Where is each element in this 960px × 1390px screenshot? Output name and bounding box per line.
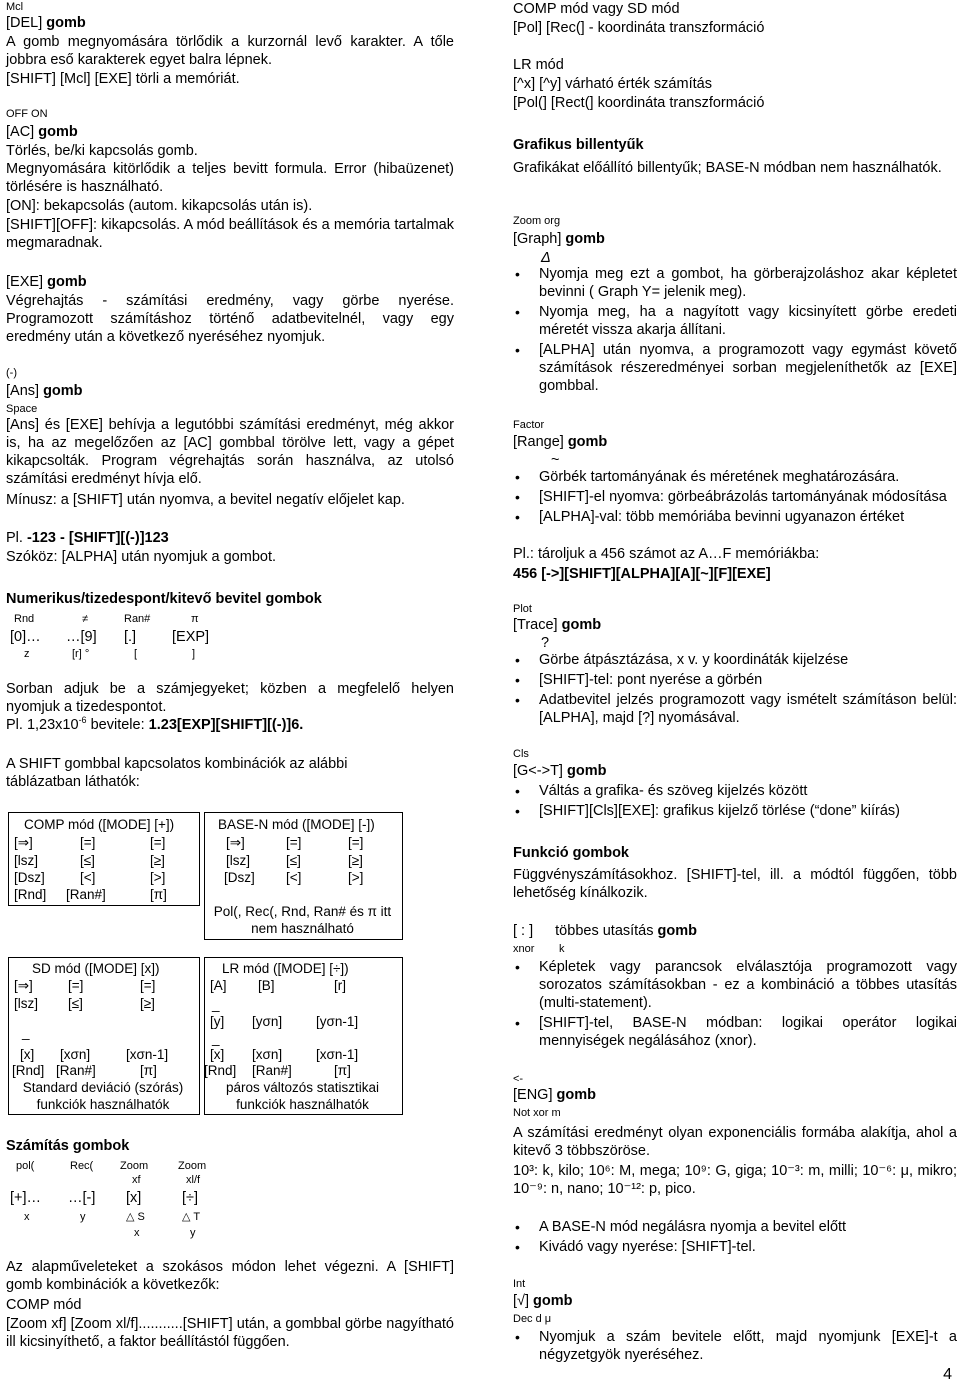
comp-cell: [=] <box>150 835 166 850</box>
num-key-exp: [EXP] <box>172 629 210 645</box>
off-text: [SHIFT][OFF]: kikapcsolás. A mód beállítások és a memória tartalmak megmaradnak. <box>6 217 454 251</box>
del-title: [DEL] gomb <box>6 15 86 31</box>
basen-cell: [Dsz] <box>224 870 255 885</box>
calc-key-times: [x] <box>126 1190 142 1206</box>
ac-text: Megnyomására kitörlődik a teljes bevitt formula. Error (hibaüzenet) törlésére is használható. <box>6 161 454 195</box>
sd-cell: [Ran#] <box>56 1063 96 1078</box>
trace-title: [Trace] gomb <box>513 617 602 633</box>
gt-bullets <box>513 782 957 820</box>
on-line: [ON]: bekapcsolás (autom. kikapcsolás után is). <box>6 198 313 214</box>
num-key-9: …[9] <box>66 629 97 645</box>
calc-small-y: y <box>80 1211 86 1223</box>
list-item: • A BASE-N mód negálásra nyomja a bevitel előtt <box>513 1218 957 1236</box>
factor-label: Factor <box>513 419 545 431</box>
graf-title: Grafikus billentyűk <box>513 137 644 153</box>
ans-text: [Ans] és [EXE] behívja a legutóbbi számítási eredményt, még akkor is, ha az megelőzően az [AC] gombbal törölve lett, vagy a gépet kikapcsolták. Program végrehajtás során használva, az utolsó számítási eredményt hívja elő. <box>6 417 454 487</box>
num-small-ran: Ran# <box>124 613 151 625</box>
sd-cell: [≥] <box>140 996 155 1011</box>
sd-cell: [xσn-1] <box>126 1047 169 1062</box>
page-number: 4 <box>943 1366 952 1383</box>
num-key-0: [0]… <box>10 629 41 645</box>
comp-cell: [≥] <box>150 853 165 868</box>
calc-small-xf: xf <box>132 1174 141 1186</box>
num-example: Pl. $1,23x10^{-6}$ bevitele: 1.23[EXP][SHIFT][(-)]6. <box>6 715 304 733</box>
calc-title: Számítás gombok <box>6 1138 130 1154</box>
list-item: • [SHIFT]-el nyomva: görbeábrázolás tartományának módosítása <box>513 488 957 506</box>
comp-mod-label: COMP mód <box>6 1297 82 1313</box>
sqrt-bullets <box>513 1328 957 1364</box>
comp-cell: [Dsz] <box>14 870 45 885</box>
func-title: Funkció gombok <box>513 845 629 861</box>
calc-small-xlf: xl/f <box>186 1174 201 1186</box>
sd-cell: [lsz] <box>14 996 39 1011</box>
basen-cell: [⇒] <box>226 835 245 850</box>
list-item: • Kivádó vagy nyerése: [SHIFT]-tel. <box>513 1238 957 1256</box>
xnor-label: xnor <box>513 943 535 955</box>
comp-cell: [π] <box>150 887 167 902</box>
mcl-label: Mcl <box>6 1 24 13</box>
shift-mcl-text: [SHIFT] [Mcl] [EXE] törli a memóriát. <box>6 71 240 87</box>
pol-rec-text: [Pol] [Rec(] - koordináta transzformáció <box>513 20 765 36</box>
calc-key-plus: [+]… <box>10 1190 42 1206</box>
list-item: • [SHIFT][Cls][EXE]: grafikus kijelző törlése (“done” kiírás) <box>513 802 957 820</box>
szokoz-text: Szóköz: [ALPHA] után nyomjuk a gombot. <box>6 549 276 565</box>
colon-line: [ : ] többes utasítás gomb <box>513 923 697 939</box>
graph-symbol: Δ <box>541 250 551 266</box>
list-item: • Váltás a grafika- és szöveg kijelzés között <box>513 782 957 800</box>
sd-note: Standard deviáció (szórás) funkciók használhatók <box>22 1080 184 1112</box>
list-item: • [SHIFT]-tel: pont nyerése a görbén <box>513 671 957 689</box>
num-text: Sorban adjuk be a számjegyeket; közben a megfelelő helyen nyomjuk a tizedespontot. <box>6 681 454 715</box>
basen-cell: [≥] <box>348 853 363 868</box>
list-item: • [ALPHA]-val: több memóriába bevinni ugyanazon értéket <box>513 508 957 526</box>
zoom-text: [Zoom xf] [Zoom xl/f]...........[SHIFT] után, a gombbal görbe nagyítható ill kicsinyíthető, a faktor beállítástól függően. <box>6 1316 454 1350</box>
calc-small-pol: pol( <box>16 1160 35 1172</box>
comp-cell: [⇒] <box>14 835 33 850</box>
range-title: [Range] gomb <box>513 434 608 450</box>
lr-line1: [^x] [^y] várható érték számítás <box>513 76 712 92</box>
lr-note: páros változós statisztikai funkciók használhatók <box>225 1080 380 1112</box>
basen-cell: [<] <box>286 870 302 885</box>
lr-line2: [Pol(] [Rect(] koordináta transzformáció <box>513 95 765 111</box>
calc-small-t: △ T <box>182 1211 201 1223</box>
func-text: Függvényszámításokhoz. [SHIFT]-tel, ill. a módtól függően, több lehetőség kínálkozik. <box>513 867 957 901</box>
basen-cell: [lsz] <box>226 853 251 868</box>
lr-mod-label: LR mód <box>513 57 564 73</box>
space-label: Space <box>6 403 38 415</box>
ac-line: Törlés, be/ki kapcsolás gomb. <box>6 143 198 159</box>
calc-small-x: x <box>24 1211 30 1223</box>
lr-cell: _ <box>212 1031 220 1046</box>
comp-sd-label: COMP mód vagy SD mód <box>513 1 680 17</box>
cls-label: Cls <box>513 748 529 760</box>
trace-symbol: ? <box>541 635 550 651</box>
calc-small-zoom2: Zoom <box>178 1160 207 1172</box>
num-small-rb: ] <box>192 648 196 660</box>
num-small-pi: π <box>191 613 199 625</box>
lr-cell: [yσn] <box>252 1014 283 1029</box>
lr-cell: [yσn-1] <box>316 1014 359 1029</box>
list-item: • [SHIFT]-tel, BASE-N módban: logikai operátor logikai mennyiségek negálásához (xnor). <box>513 1014 957 1050</box>
num-key-dot: [.] <box>124 629 137 645</box>
lr-cell: [Rnd] <box>204 1063 237 1078</box>
num-small-lb: [ <box>134 648 138 660</box>
lr-title: LR mód ([MODE] [÷]) <box>222 961 349 976</box>
sd-cell: _ <box>22 1025 30 1040</box>
comp-cell: [Ran#] <box>66 887 106 902</box>
shift-intro: A SHIFT gombbal kapcsolatos kombinációk az alábbi táblázatban láthatók: <box>6 756 348 790</box>
lr-cell: [B] <box>258 978 275 993</box>
lr-cell: [Ran#] <box>252 1063 292 1078</box>
ans-title: [Ans] gomb <box>6 383 83 399</box>
arrow-label: <- <box>513 1073 524 1085</box>
lr-cell: [r] <box>334 978 346 993</box>
colon-bullets <box>513 958 957 1050</box>
comp-cell: [<] <box>80 870 96 885</box>
comp-cell: [Rnd] <box>14 887 47 902</box>
calc-small-rec: Rec( <box>70 1160 94 1172</box>
sd-cell: [π] <box>140 1063 157 1078</box>
calc-small-s: △ S <box>126 1211 145 1223</box>
sd-cell: [⇒] <box>14 978 33 993</box>
sd-cell: [=] <box>68 978 84 993</box>
notxor-label: Not xor m <box>513 1107 561 1119</box>
basen-note: Pol(, Rec(, Rnd, Ran# és π itt nem használható <box>213 904 392 936</box>
sd-title: SD mód ([MODE] [x]) <box>32 961 160 976</box>
num-small-neq: ≠ <box>82 613 89 625</box>
graf-text: Grafikákat előállító billentyűk; BASE-N módban nem használhatók. <box>513 160 942 176</box>
graph-title: [Graph] gomb <box>513 231 605 247</box>
eng-title: [ENG] gomb <box>513 1087 596 1103</box>
del-text: A gomb megnyomására törlődik a kurzornál levő karakter. A tőle jobbra eső karakterek egyet balra lépnek. <box>6 34 454 68</box>
list-item: • Nyomja meg ezt a gombot, ha görberajzoláshoz akar képletet bevinni ( Graph Y= jelenik meg). <box>513 265 957 301</box>
basen-title: BASE-N mód ([MODE] [-]) <box>218 817 375 832</box>
basen-cell: [≤] <box>286 853 301 868</box>
comp-title: COMP mód ([MODE] [+]) <box>24 817 175 832</box>
sd-cell: [Rnd] <box>12 1063 45 1078</box>
calc-small-y2: y <box>190 1227 196 1239</box>
calc-key-div: [÷] <box>182 1190 199 1206</box>
list-item: • Képletek vagy parancsok elválasztója programozott vagy sorozatos számításokban - ez a kombináció a többes utasítás (multi-statement). <box>513 958 957 1012</box>
eng-text: A számítási eredményt olyan exponenciális formába alakítja, ahol a kitevő 3 többszöröse. <box>513 1125 957 1159</box>
range-example-keys: 456 [->][SHIFT][ALPHA][A][~][F][EXE] <box>513 566 771 582</box>
basen-cell: [=] <box>286 835 302 850</box>
lr-cell: [xσn-1] <box>316 1047 359 1062</box>
trace-bullets <box>513 651 957 727</box>
num-small-r: [r] ° <box>72 648 90 660</box>
lr-cell: [x] <box>210 1047 225 1062</box>
offon-label: OFF ON <box>6 108 48 120</box>
lr-cell: [y] <box>210 1014 225 1029</box>
list-item: • Görbék tartományának és méretének meghatározására. <box>513 468 957 486</box>
minus-text: Mínusz: a [SHIFT] után nyomva, a bevitel negatív előjelet kap. <box>6 492 405 508</box>
comp-cell: [lsz] <box>14 853 39 868</box>
range-bullets <box>513 468 957 526</box>
comp-cell: [≤] <box>80 853 95 868</box>
list-item: • Nyomjuk a szám bevitele előtt, majd nyomjunk [EXE]-t a négyzetgyök nyeréséhez. <box>513 1328 957 1364</box>
lr-cell: [A] <box>210 978 227 993</box>
sd-cell: [xσn] <box>60 1047 91 1062</box>
ac-title: [AC] gomb <box>6 124 78 140</box>
comp-cell: [>] <box>150 870 166 885</box>
list-item: • [ALPHA] után nyomva, a programozott vagy egymást követő számítások részeredményei sorban megjeleníthetők az [EXE] gombbal. <box>513 341 957 395</box>
list-item: • Adatbevitel jelzés programozott vagy ismételt számításon belül: [ALPHA], majd [?] nyomásával. <box>513 691 957 727</box>
calc-small-x2: x <box>134 1227 140 1239</box>
plot-label: Plot <box>513 603 532 615</box>
num-title: Numerikus/tizedespont/kitevő bevitel gombok <box>6 591 322 607</box>
eng-bullets <box>513 1218 957 1256</box>
decd-label: Dec d μ <box>513 1313 552 1325</box>
range-symbol: ~ <box>551 452 560 468</box>
calc-text: Az alapműveleteket a szokásos módon lehet végezni. A [SHIFT] gomb kombinációk a következők: <box>6 1259 454 1293</box>
int-label: Int <box>513 1278 526 1290</box>
num-small-z: z <box>24 648 30 660</box>
exe-text: Végrehajtás - számítási eredmény, vagy görbe nyerése. Programozott számításhoz történő adatbevitelnél, vagy egy eredmény után a következő nyeréséhez nyomjuk. <box>6 293 454 345</box>
calc-key-minus: …[-] <box>68 1190 96 1206</box>
k-label: k <box>559 943 565 955</box>
range-example: Pl.: tároljuk a 456 számot az A…F memóriákba: <box>513 546 820 562</box>
lr-cell: [xσn] <box>252 1047 283 1062</box>
num-small-rnd: Rnd <box>14 613 35 625</box>
zoomorg-label: Zoom org <box>513 215 561 227</box>
exe-title: [EXE] gomb <box>6 274 87 290</box>
sd-cell: [x] <box>20 1047 35 1062</box>
sd-cell: [=] <box>140 978 156 993</box>
eng-units: 10³: k, kilo; 10⁶: M, mega; 10⁹: G, giga; 10⁻³: m, milli; 10⁻⁶: μ, mikro; 10⁻⁹: n, nano; 10⁻¹²: p, pico. <box>513 1163 957 1197</box>
graph-bullets <box>513 265 957 395</box>
calc-small-zoom1: Zoom <box>120 1160 149 1172</box>
list-item: • Nyomja meg, ha a nagyított vagy kicsinyített görbe eredeti méretét vissza akarja állítani. <box>513 303 957 339</box>
basen-cell: [>] <box>348 870 364 885</box>
example-line: Pl. -123 - [SHIFT][(-)]123 <box>6 530 169 546</box>
list-item: • Görbe átpásztázása, x v. y koordináták kijelzése <box>513 651 957 669</box>
neg-label: (-) <box>6 367 17 379</box>
gt-title: [G<->T] gomb <box>513 763 607 779</box>
sd-cell: [≤] <box>68 996 83 1011</box>
basen-cell: [=] <box>348 835 364 850</box>
lr-cell: _ <box>212 997 220 1012</box>
lr-cell: [π] <box>334 1063 351 1078</box>
comp-cell: [=] <box>80 835 96 850</box>
sqrt-title: [√] gomb <box>513 1293 573 1309</box>
